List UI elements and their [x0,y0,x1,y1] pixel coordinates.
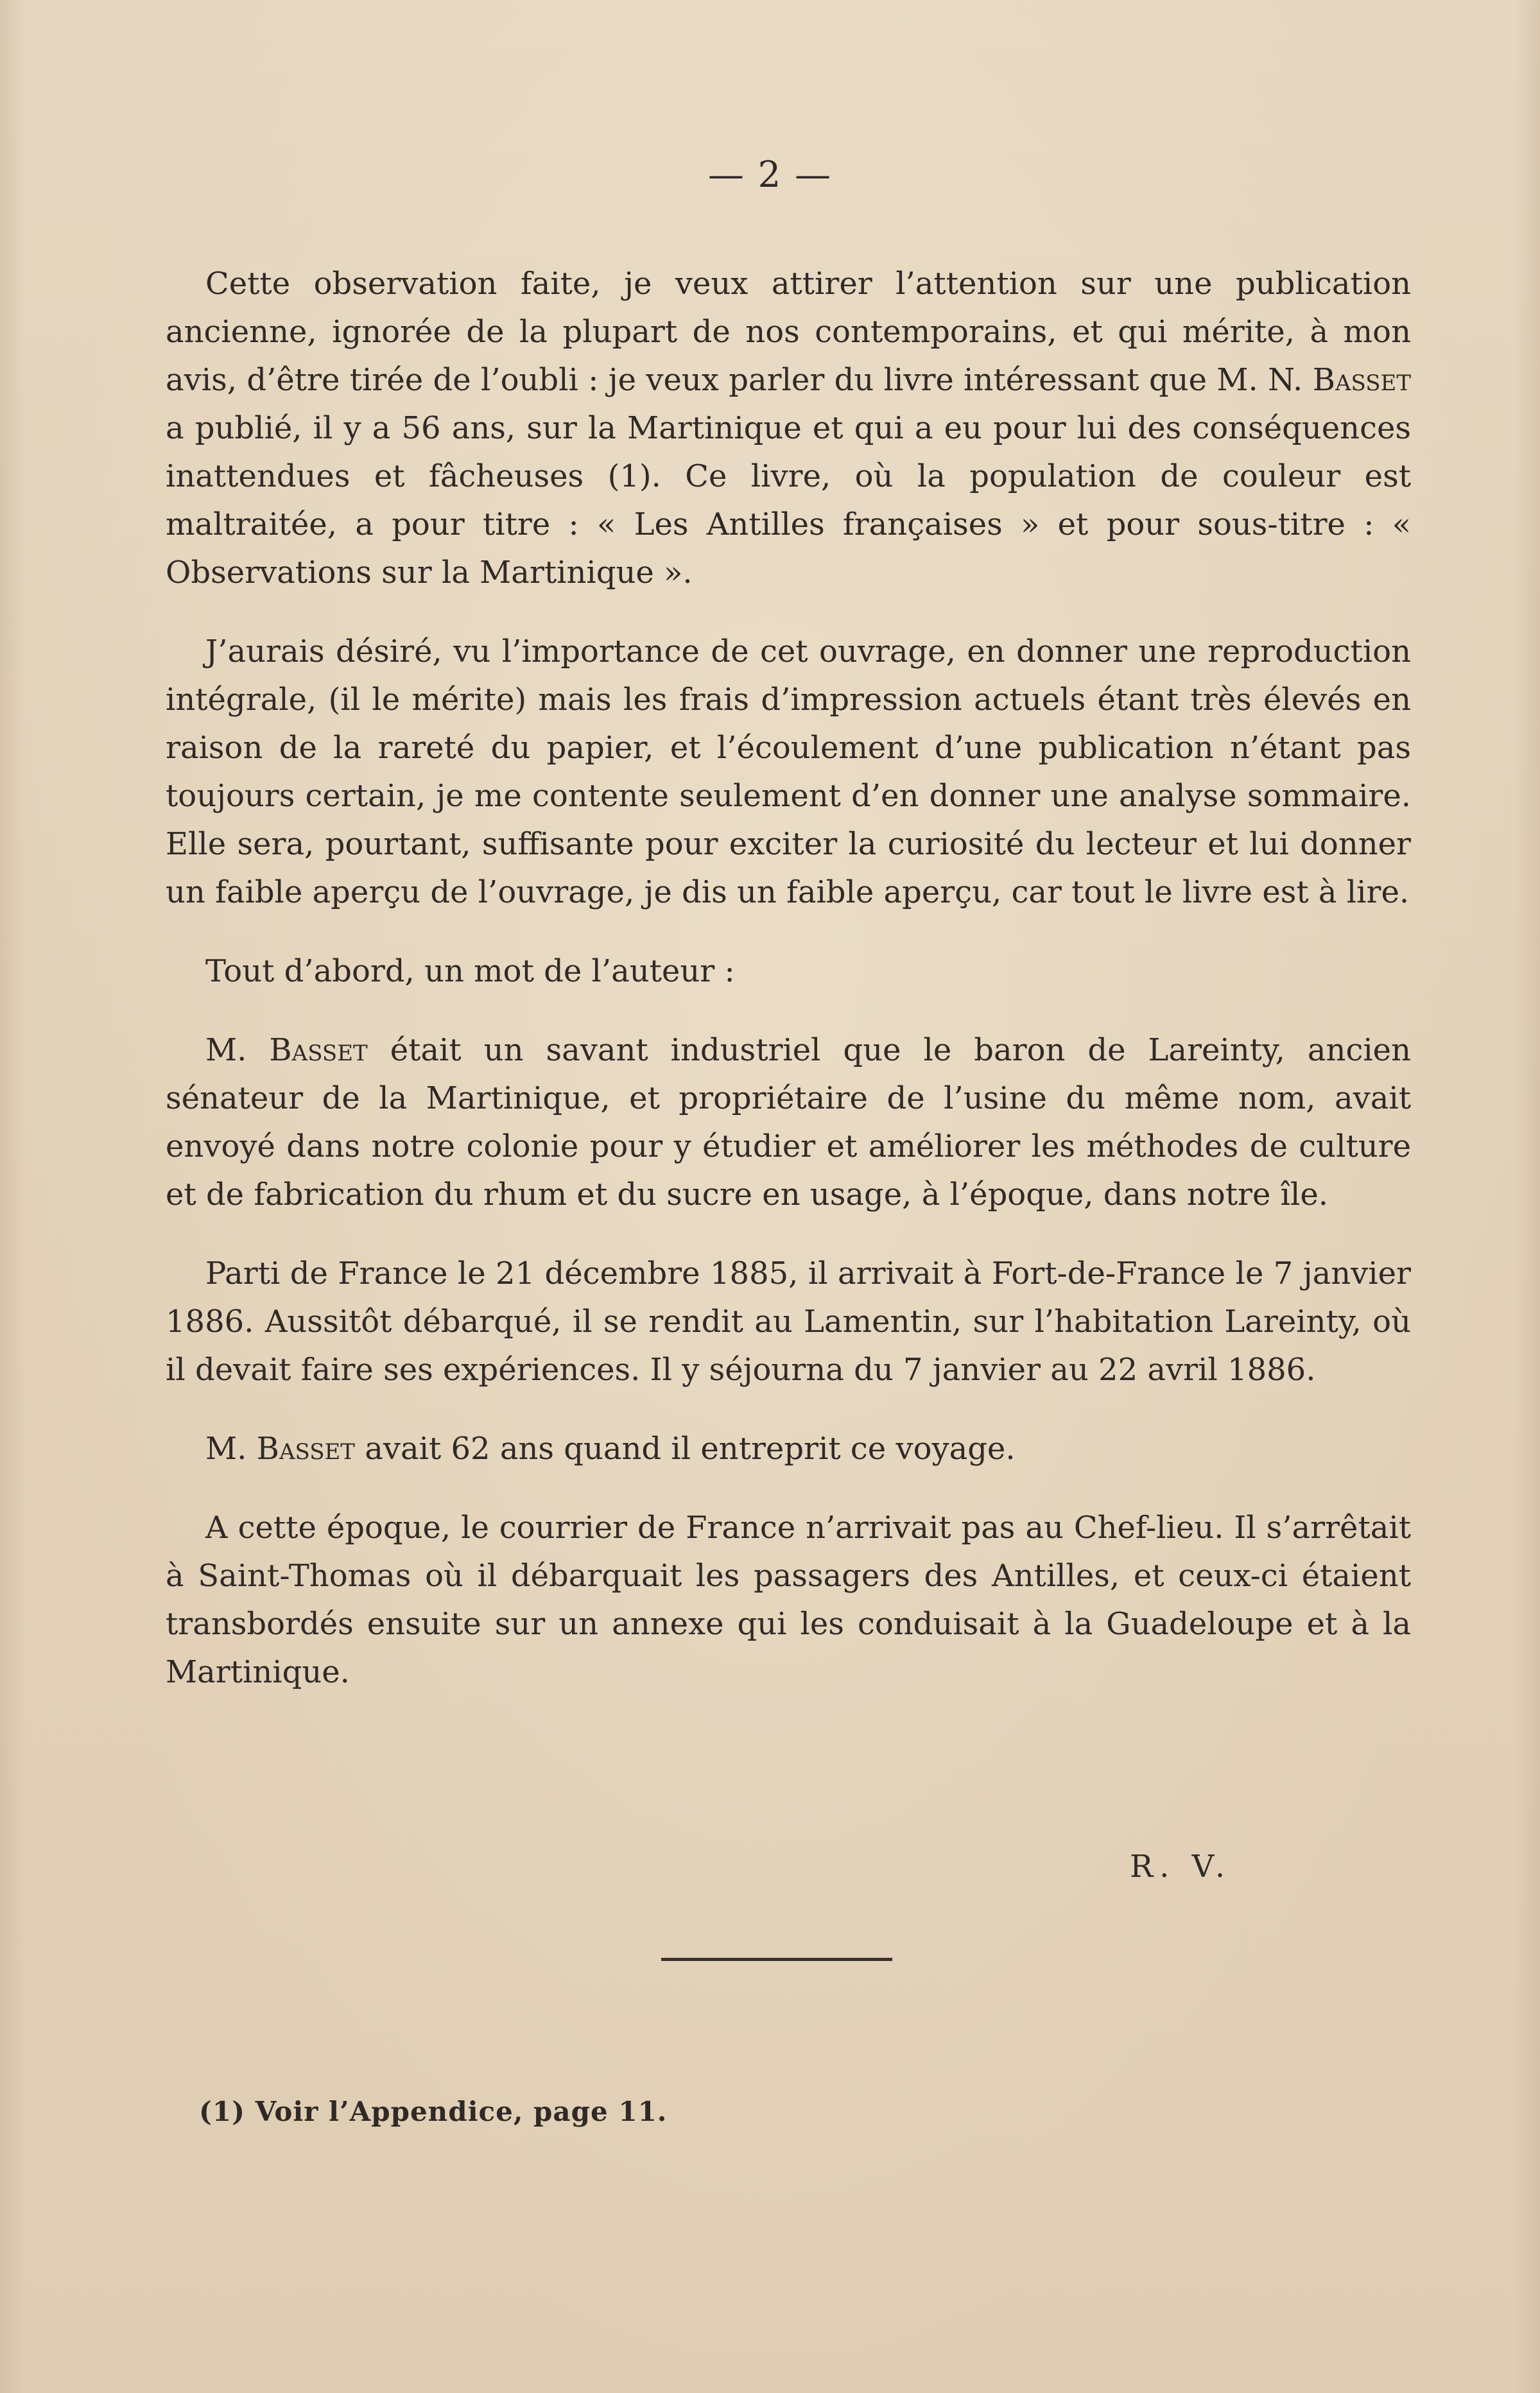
author-name: Basset [1312,362,1411,398]
paragraph [166,947,1411,996]
paragraph [166,260,1411,597]
paragraph-text: était un savant industriel que le baron de Lareinty, ancien sénateur de la Martinique, et propriétaire de l’usine du même nom, avait envoyé dans notre colonie pour y étudier et améliorer les méthodes de culture et de fabrication du rhum et du sucre en usage, à l’époque, dans notre île. [166,1032,1412,1213]
paragraph [166,628,1411,917]
paragraph [166,1026,1411,1219]
signature-initials: R. V. [1130,1849,1232,1885]
paragraph [166,1504,1411,1697]
footnote: (1) Voir l’Appendice, page 11. [199,2096,668,2127]
paragraph-text: J’aurais désiré, vu l’importance de cet ouvrage, en donner une reproduction intégrale, (il le mérite) mais les frais d’impression actuels étant très élevés en raison de la rareté du papier, et l’écoulement d’une publication n’étant pas toujours certain, je me contente seulement d’en donner une analyse sommaire. Elle sera, pourtant, suffisante pour exciter la curiosité du lecteur et lui donner un faible aperçu de l’ouvrage, je dis un faible aperçu, car tout le livre est à lire. [166,634,1411,910]
paragraph-text: Tout d’abord, un mot de l’auteur : [205,953,735,989]
body-text [166,260,1411,1727]
paragraph-text: Cette observation faite, je veux attirer l’attention sur une publication ancienne, ignorée de la plupart de nos contemporains, et qui mérite, à mon avis, d’être tirée de l’oubli : je veux parler du livre intéressant que M. N. [166,266,1411,398]
paper-edge-right [1514,0,1540,2393]
paragraph-text: Parti de France le 21 décembre 1885, il arrivait à Fort-de-France le 7 janvier 1886. Aussitôt débarqué, il se rendit au Lamentin, sur l’habitation Lareinty, où il devait faire ses expériences. Il y séjourna du 7 janvier au 22 avril 1886. [166,1256,1411,1388]
paragraph [166,1425,1411,1473]
author-name: Basset [269,1032,368,1068]
paragraph-text: M. [205,1431,257,1467]
author-name: Basset [256,1431,355,1467]
footnote-separator-rule [661,1958,892,1961]
paragraph-text: a publié, il y a 56 ans, sur la Martinique et qui a eu pour lui des conséquences inattendues et fâcheuses (1). Ce livre, où la population de couleur est maltraitée, a pour titre : « Les Antilles françaises » et pour sous-titre : « Observations sur la Martinique ». [166,410,1411,591]
paragraph-text: A cette époque, le courrier de France n’arrivait pas au Chef-lieu. Il s’arrêtait à Saint-Thomas où il débarquait les passagers des Antilles, et ceux-ci étaient transbordés ensuite sur un annexe qui les conduisait à la Guadeloupe et à la Martinique. [166,1510,1411,1690]
page-number: — 2 — [707,154,833,196]
paragraph-text: M. [205,1032,270,1068]
paragraph [166,1250,1411,1394]
paper-edge-left [0,0,26,2393]
paragraph-text: avait 62 ans quand il entreprit ce voyage. [354,1431,1016,1467]
